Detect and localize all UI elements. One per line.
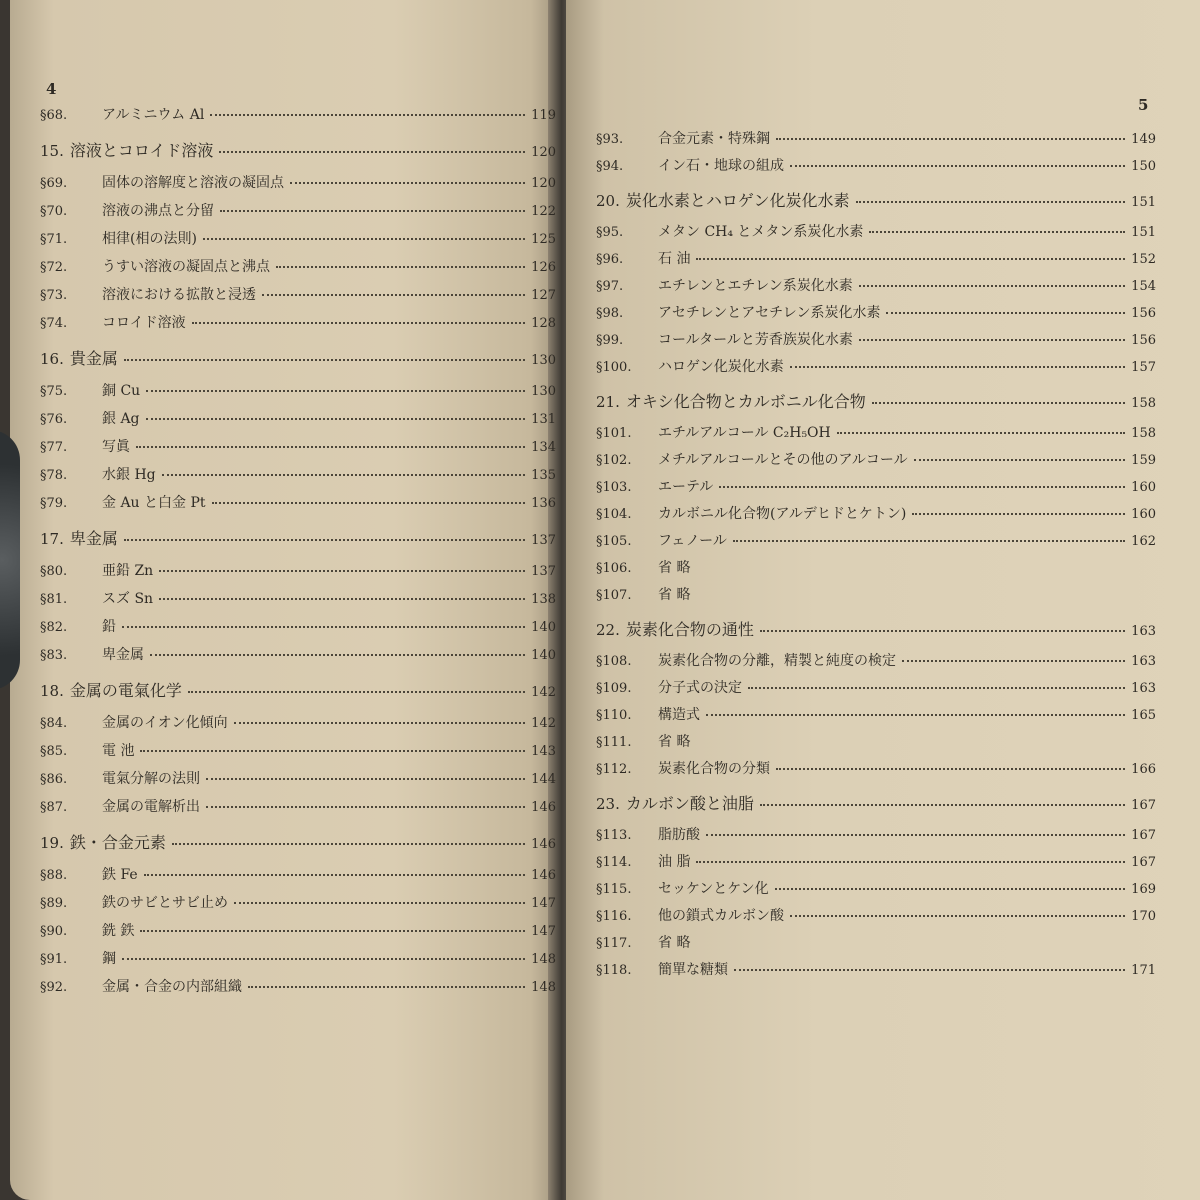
toc-title: スズ Sn: [102, 591, 154, 607]
toc-title: 炭化水素とハロゲン化炭化水素: [625, 191, 850, 210]
leader-dots: [188, 691, 525, 693]
toc-page-number: 167: [1131, 798, 1156, 813]
toc-title: 亜鉛 Zn: [102, 563, 154, 579]
toc-title: カルボニル化合物(アルデヒドとケトン): [658, 506, 907, 522]
toc-entry: [596, 128, 1156, 148]
toc-entry: [596, 932, 1156, 952]
right-page-number: 5: [1138, 96, 1149, 114]
toc-title: アセチレンとアセチレン系炭化水素: [658, 305, 881, 321]
toc-page-number: 140: [531, 648, 556, 663]
toc-entry: [596, 302, 1156, 322]
toc-title: 銅 Cu: [102, 383, 141, 399]
toc-chapter: [40, 138, 556, 161]
toc-title: 省 略: [658, 587, 691, 603]
section-number: §77.: [40, 440, 68, 455]
leader-dots: [248, 986, 525, 988]
toc-page-number: 165: [1131, 708, 1156, 723]
section-number: §107.: [596, 588, 632, 603]
toc-page-number: 146: [531, 868, 556, 883]
section-number: §68.: [40, 108, 68, 123]
toc-title: 金属・合金の内部組織: [102, 979, 242, 995]
toc-title: うすい溶液の凝固点と沸点: [102, 259, 270, 275]
toc-title: 固体の溶解度と溶液の凝固点: [102, 175, 284, 191]
leader-dots: [869, 231, 1125, 233]
toc-title: メチルアルコールとその他のアルコール: [658, 452, 908, 468]
toc-page-number: 130: [531, 384, 556, 399]
section-number: §105.: [596, 534, 632, 549]
toc-page-number: 163: [1131, 681, 1156, 696]
toc-page-number: 119: [531, 108, 556, 123]
toc-title: エーテル: [658, 479, 714, 495]
section-number: §72.: [40, 260, 68, 275]
toc-page-number: 169: [1131, 882, 1156, 897]
toc-page-number: 158: [1131, 396, 1156, 411]
leader-dots: [859, 285, 1125, 287]
toc-chapter: [596, 389, 1156, 412]
toc-page-number: 137: [531, 564, 556, 579]
toc-entry: [596, 650, 1156, 670]
leader-dots: [220, 210, 525, 212]
section-number: §78.: [40, 468, 68, 483]
section-number: §103.: [596, 480, 632, 495]
section-number: §98.: [596, 306, 624, 321]
section-number: §91.: [40, 952, 68, 967]
section-number: §85.: [40, 744, 68, 759]
toc-entry: [596, 704, 1156, 724]
section-number: §84.: [40, 716, 68, 731]
section-number: §104.: [596, 507, 632, 522]
toc-title: メタン CH₄ とメタン系炭化水素: [658, 224, 864, 240]
toc-page-number: 163: [1131, 624, 1156, 639]
leader-dots: [776, 768, 1125, 770]
toc-page-number: 137: [531, 533, 556, 548]
leader-dots: [696, 258, 1125, 260]
toc-entry: [596, 503, 1156, 523]
toc-entry: [40, 492, 556, 512]
toc-page-number: 148: [531, 952, 556, 967]
toc-entry: [596, 758, 1156, 778]
leader-dots: [790, 366, 1125, 368]
toc-entry: [40, 284, 556, 304]
toc-page-number: 147: [531, 924, 556, 939]
leader-dots: [146, 418, 526, 420]
toc-page-number: 160: [1131, 480, 1156, 495]
toc-title: ハロゲン化炭化水素: [658, 359, 784, 375]
toc-title: イン石・地球の組成: [658, 158, 784, 174]
section-number: §102.: [596, 453, 632, 468]
toc-page-number: 146: [531, 837, 556, 852]
toc-entry: [596, 824, 1156, 844]
toc-chapter: [596, 188, 1156, 211]
leader-dots: [122, 626, 525, 628]
toc-page-number: 163: [1131, 654, 1156, 669]
section-number: §109.: [596, 681, 632, 696]
leader-dots: [206, 778, 525, 780]
toc-page-number: 142: [531, 685, 556, 700]
toc-page-number: 156: [1131, 333, 1156, 348]
section-number: §75.: [40, 384, 68, 399]
leader-dots: [775, 888, 1126, 890]
toc-page-number: 122: [531, 204, 556, 219]
toc-entry: [596, 959, 1156, 979]
section-number: §69.: [40, 176, 68, 191]
toc-entry: [40, 200, 556, 220]
toc-entry: [40, 864, 556, 884]
toc-page-number: 128: [531, 316, 556, 331]
toc-title: 脂肪酸: [658, 827, 700, 843]
leader-dots: [234, 722, 526, 724]
toc-page-number: 162: [1131, 534, 1156, 549]
toc-entry: [596, 851, 1156, 871]
toc-page-number: 126: [531, 260, 556, 275]
toc-entry: [40, 172, 556, 192]
leader-dots: [124, 359, 525, 361]
toc-chapter: [40, 526, 556, 549]
toc-title: 卑金属: [69, 529, 118, 548]
leader-dots: [206, 806, 525, 808]
leader-dots: [146, 390, 525, 392]
toc-page-number: 152: [1131, 252, 1156, 267]
section-number: §111.: [596, 735, 632, 750]
toc-entry: [40, 644, 556, 664]
toc-entry: [40, 380, 556, 400]
toc-title: 写眞: [102, 439, 130, 455]
leader-dots: [140, 930, 525, 932]
section-number: §83.: [40, 648, 68, 663]
chapter-number: 21.: [596, 393, 620, 411]
toc-page-number: 138: [531, 592, 556, 607]
toc-entry: [596, 557, 1156, 577]
toc-title: 合金元素・特殊鋼: [658, 131, 770, 147]
section-number: §90.: [40, 924, 68, 939]
left-page-number: 4: [46, 80, 57, 98]
leader-dots: [159, 598, 525, 600]
section-number: §80.: [40, 564, 68, 579]
toc-title: 鋼: [102, 951, 116, 967]
toc-title: 銀 Ag: [102, 411, 140, 427]
section-number: §110.: [596, 708, 632, 723]
leader-dots: [234, 902, 525, 904]
section-number: §76.: [40, 412, 68, 427]
toc-entry: [596, 878, 1156, 898]
toc-page-number: 125: [531, 232, 556, 247]
toc-entry: [40, 104, 556, 124]
toc-title: アルミニウム Al: [102, 107, 205, 123]
toc-title: 炭素化合物の分類: [658, 761, 770, 777]
section-number: §79.: [40, 496, 68, 511]
section-number: §108.: [596, 654, 632, 669]
leader-dots: [203, 238, 525, 240]
toc-entry: [40, 616, 556, 636]
toc-title: セッケンとケン化: [658, 881, 769, 897]
section-number: §82.: [40, 620, 68, 635]
toc-page-number: 166: [1131, 762, 1156, 777]
toc-entry: [40, 740, 556, 760]
chapter-number: 18.: [40, 682, 64, 700]
section-number: §101.: [596, 426, 632, 441]
leader-dots: [276, 266, 525, 268]
section-number: §100.: [596, 360, 632, 375]
toc-title: 銑 鉄: [102, 923, 135, 939]
leader-dots: [159, 570, 525, 572]
section-number: §88.: [40, 868, 68, 883]
section-number: §106.: [596, 561, 632, 576]
toc-page-number: 170: [1131, 909, 1156, 924]
toc-title: 金属のイオン化傾向: [102, 715, 228, 731]
toc-entry: [40, 436, 556, 456]
thumb: [0, 430, 20, 690]
chapter-number: 16.: [40, 350, 64, 368]
leader-dots: [886, 312, 1125, 314]
section-number: §118.: [596, 963, 632, 978]
leader-dots: [706, 714, 1125, 716]
toc-entry: [596, 248, 1156, 268]
section-number: §86.: [40, 772, 68, 787]
section-number: §89.: [40, 896, 68, 911]
toc-title: 鉛: [102, 619, 116, 635]
toc-title: 金属の電氣化学: [69, 681, 182, 700]
toc-title: 他の鎖式カルボン酸: [658, 908, 784, 924]
toc-title: 電氣分解の法則: [102, 771, 200, 787]
toc-title: エチレンとエチレン系炭化水素: [658, 278, 853, 294]
section-number: §116.: [596, 909, 632, 924]
toc-title: コロイド溶液: [102, 315, 186, 331]
toc-title: 卑金属: [102, 647, 144, 663]
toc-chapter: [596, 791, 1156, 814]
toc-title: 石 油: [658, 251, 691, 267]
toc-page-number: 135: [531, 468, 556, 483]
toc-entry: [40, 796, 556, 816]
section-number: §87.: [40, 800, 68, 815]
toc-title: オキシ化合物とカルボニル化合物: [625, 392, 866, 411]
toc-page-number: 160: [1131, 507, 1156, 522]
toc-title: 炭素化合物の分離，精製と純度の検定: [658, 653, 896, 669]
leader-dots: [790, 915, 1125, 917]
section-number: §97.: [596, 279, 624, 294]
toc-entry: [596, 155, 1156, 175]
leader-dots: [776, 138, 1125, 140]
toc-entry: [596, 677, 1156, 697]
toc-page-number: 120: [531, 176, 556, 191]
leader-dots: [219, 151, 525, 153]
toc-entry: [40, 408, 556, 428]
leader-dots: [262, 294, 525, 296]
toc-title: フェノール: [658, 533, 727, 549]
section-number: §113.: [596, 828, 632, 843]
toc-page-number: 159: [1131, 453, 1156, 468]
toc-chapter: [596, 617, 1156, 640]
leader-dots: [172, 843, 525, 845]
toc-entry: [596, 449, 1156, 469]
leader-dots: [733, 540, 1125, 542]
toc-title: 溶液の沸点と分留: [102, 203, 214, 219]
section-number: §96.: [596, 252, 624, 267]
toc-page-number: 131: [531, 412, 556, 427]
toc-title: 溶液とコロイド溶液: [69, 141, 214, 160]
toc-entry: [40, 588, 556, 608]
chapter-number: 20.: [596, 192, 620, 210]
toc-title: 省 略: [658, 560, 691, 576]
toc-entry: [596, 731, 1156, 751]
toc-title: コールタールと芳香族炭化水素: [658, 332, 853, 348]
toc-entry: [40, 464, 556, 484]
section-number: §74.: [40, 316, 68, 331]
toc-entry: [596, 476, 1156, 496]
toc-title: 相律(相の法則): [102, 231, 197, 247]
leader-dots: [790, 165, 1125, 167]
toc-title: 金 Au と白金 Pt: [102, 495, 206, 511]
chapter-number: 15.: [40, 142, 64, 160]
leader-dots: [748, 687, 1125, 689]
section-number: §112.: [596, 762, 632, 777]
section-number: §70.: [40, 204, 68, 219]
toc-entry: [40, 256, 556, 276]
toc-page-number: 142: [531, 716, 556, 731]
toc-page-number: 167: [1131, 828, 1156, 843]
toc-page-number: 167: [1131, 855, 1156, 870]
toc-title: エチルアルコール C₂H₅OH: [658, 425, 831, 441]
toc-entry: [596, 221, 1156, 241]
toc-title: 炭素化合物の通性: [625, 620, 754, 639]
toc-title: 分子式の決定: [658, 680, 742, 696]
toc-entry: [40, 976, 556, 996]
leader-dots: [140, 750, 525, 752]
toc-page-number: 130: [531, 353, 556, 368]
toc-chapter: [40, 678, 556, 701]
toc-entry: [40, 892, 556, 912]
toc-title: 簡單な糖類: [658, 962, 728, 978]
chapter-number: 22.: [596, 621, 620, 639]
toc-title: 水銀 Hg: [102, 467, 156, 483]
leader-dots: [719, 486, 1125, 488]
toc-title: カルボン酸と油脂: [625, 794, 754, 813]
toc-page-number: 151: [1131, 225, 1156, 240]
section-number: §71.: [40, 232, 68, 247]
toc-entry: [596, 275, 1156, 295]
toc-page-number: 134: [531, 440, 556, 455]
leader-dots: [210, 114, 525, 116]
section-number: §114.: [596, 855, 632, 870]
toc-entry: [40, 712, 556, 732]
leader-dots: [212, 502, 526, 504]
section-number: §95.: [596, 225, 624, 240]
leader-dots: [734, 969, 1125, 971]
toc-entry: [40, 312, 556, 332]
leader-dots: [706, 834, 1125, 836]
toc-title: 構造式: [658, 707, 700, 723]
toc-title: 鉄のサビとサビ止め: [102, 895, 228, 911]
section-number: §81.: [40, 592, 68, 607]
toc-entry: [596, 356, 1156, 376]
toc-entry: [40, 920, 556, 940]
toc-page-number: 154: [1131, 279, 1156, 294]
leader-dots: [192, 322, 526, 324]
toc-page-number: 140: [531, 620, 556, 635]
toc-entry: [596, 584, 1156, 604]
toc-page-number: 149: [1131, 132, 1156, 147]
section-number: §92.: [40, 980, 68, 995]
toc-title: 金属の電解析出: [102, 799, 200, 815]
leader-dots: [124, 539, 525, 541]
toc-page-number: 136: [531, 496, 556, 511]
toc-title: 電 池: [102, 743, 135, 759]
toc-title: 溶液における拡散と浸透: [102, 287, 256, 303]
toc-page-number: 147: [531, 896, 556, 911]
toc-entry: [40, 228, 556, 248]
leader-dots: [912, 513, 1125, 515]
toc-title: 省 略: [658, 734, 691, 750]
toc-chapter: [40, 830, 556, 853]
leader-dots: [902, 660, 1125, 662]
section-number: §94.: [596, 159, 624, 174]
leader-dots: [136, 446, 525, 448]
toc-page-number: 156: [1131, 306, 1156, 321]
toc-entry: [596, 905, 1156, 925]
section-number: §115.: [596, 882, 632, 897]
leader-dots: [290, 182, 525, 184]
leader-dots: [150, 654, 525, 656]
toc-entry: [596, 530, 1156, 550]
toc-page-number: 148: [531, 980, 556, 995]
leader-dots: [872, 402, 1125, 404]
leader-dots: [144, 874, 525, 876]
toc-page-number: 143: [531, 744, 556, 759]
chapter-number: 23.: [596, 795, 620, 813]
toc-title: 鉄・合金元素: [69, 833, 166, 852]
section-number: §117.: [596, 936, 632, 951]
toc-page-number: 144: [531, 772, 556, 787]
toc-entry: [40, 948, 556, 968]
toc-entry: [596, 422, 1156, 442]
leader-dots: [162, 474, 526, 476]
chapter-number: 19.: [40, 834, 64, 852]
toc-page-number: 146: [531, 800, 556, 815]
leader-dots: [859, 339, 1125, 341]
toc-entry: [40, 768, 556, 788]
leader-dots: [837, 432, 1125, 434]
toc-entry: [40, 560, 556, 580]
leader-dots: [914, 459, 1126, 461]
section-number: §93.: [596, 132, 624, 147]
leader-dots: [696, 861, 1125, 863]
toc-title: 鉄 Fe: [102, 867, 138, 883]
toc-page-number: 171: [1131, 963, 1156, 978]
chapter-number: 17.: [40, 530, 64, 548]
leader-dots: [760, 804, 1125, 806]
toc-page-number: 150: [1131, 159, 1156, 174]
toc-page-number: 120: [531, 145, 556, 160]
toc-chapter: [40, 346, 556, 369]
toc-entry: [596, 329, 1156, 349]
toc-page-number: 157: [1131, 360, 1156, 375]
leader-dots: [122, 958, 525, 960]
toc-title: 油 脂: [658, 854, 691, 870]
toc-page-number: 127: [531, 288, 556, 303]
leader-dots: [856, 201, 1126, 203]
toc-page-number: 158: [1131, 426, 1156, 441]
toc-title: 省 略: [658, 935, 691, 951]
toc-page-number: 151: [1131, 195, 1156, 210]
leader-dots: [760, 630, 1125, 632]
section-number: §73.: [40, 288, 68, 303]
section-number: §99.: [596, 333, 624, 348]
toc-title: 貴金属: [69, 349, 118, 368]
